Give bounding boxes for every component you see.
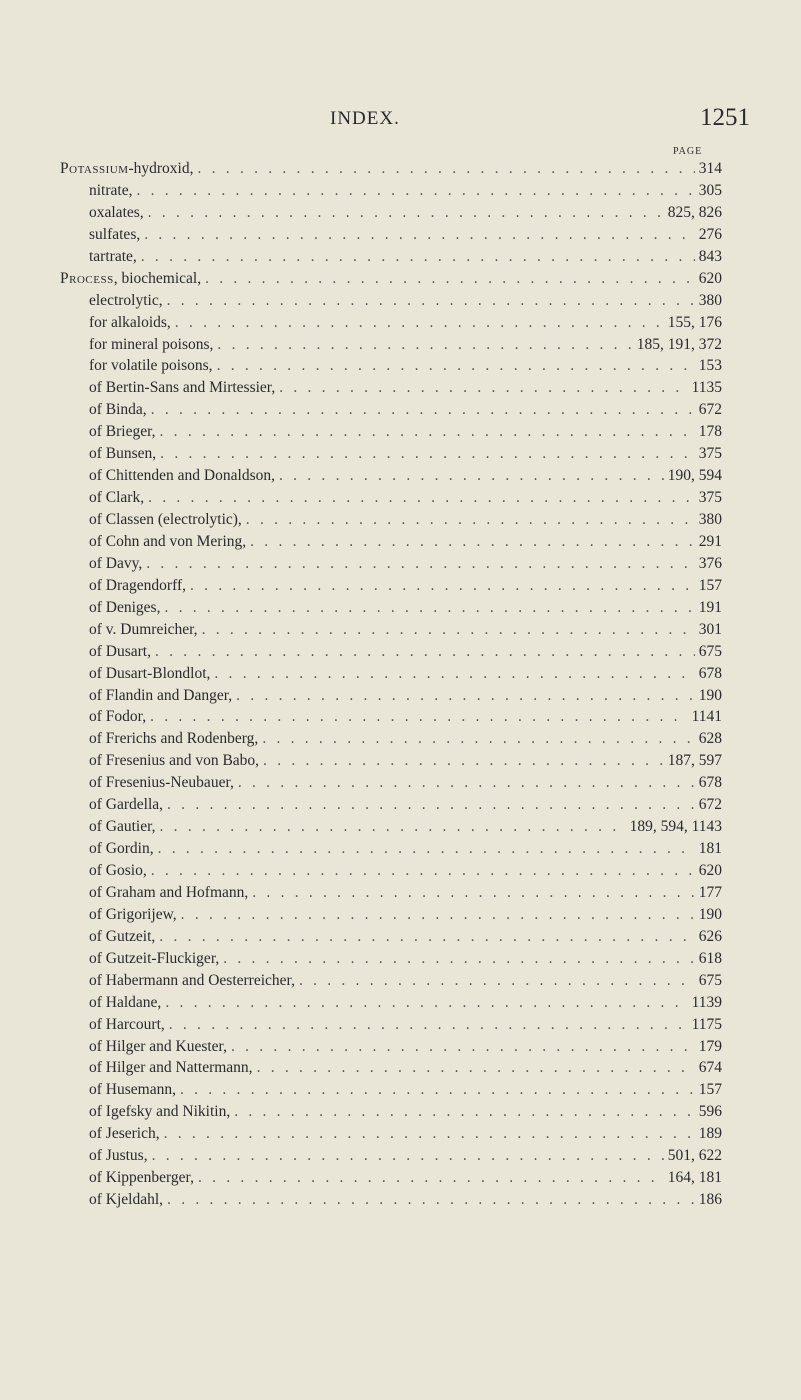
entry-label — [89, 489, 144, 507]
entry-pages: 501, 622 — [667, 1147, 722, 1165]
entry-label — [89, 226, 140, 244]
dot-leader — [160, 445, 695, 463]
entry-label — [89, 643, 151, 661]
entry-pages: 675 — [698, 642, 722, 660]
entry-text: of Justus, — [89, 1147, 148, 1165]
entry-text: of Bunsen, — [89, 445, 157, 463]
entry-label — [89, 840, 154, 858]
dot-leader — [150, 708, 687, 726]
running-title: INDEX. — [330, 108, 400, 129]
entry-text: of Harcourt, — [89, 1015, 165, 1033]
index-entry — [60, 182, 722, 204]
entry-label — [89, 248, 137, 266]
entry-text: of Haldane, — [89, 993, 162, 1011]
entry-text: of Bertin-Sans and Mirtessier, — [89, 379, 276, 397]
entry-text: of v. Dumreicher, — [89, 620, 198, 638]
entry-label — [89, 204, 144, 222]
index-entry — [60, 1016, 722, 1038]
entry-text: , biochemical, — [113, 269, 202, 287]
entry-label — [89, 818, 156, 836]
entry-text: of Fresenius-Neubauer, — [89, 774, 234, 792]
entry-label — [89, 1125, 160, 1143]
entry-text: of Chittenden and Donaldson, — [89, 467, 275, 485]
dot-leader — [160, 423, 695, 441]
entry-text: of Igefsky and Nikitin, — [89, 1103, 231, 1121]
dot-leader — [144, 226, 695, 244]
dot-leader — [236, 687, 695, 705]
entry-pages: 672 — [698, 401, 722, 419]
entry-pages: 157 — [698, 576, 722, 594]
entry-pages: 628 — [698, 730, 722, 748]
dot-leader — [158, 840, 695, 858]
dot-leader — [167, 292, 695, 310]
entry-pages: 191 — [698, 598, 722, 616]
index-entry — [60, 687, 722, 709]
dot-leader — [136, 182, 694, 200]
dot-leader — [146, 555, 695, 573]
entry-pages: 596 — [698, 1103, 722, 1121]
entry-text: of Gutzeit-Fluckiger, — [89, 949, 220, 967]
index-entry — [60, 599, 722, 621]
dot-leader — [257, 1059, 695, 1077]
index-entry — [60, 467, 722, 489]
entry-label — [89, 665, 210, 683]
dot-leader — [152, 1147, 664, 1165]
entry-label — [60, 270, 201, 288]
entry-text: of Brieger, — [89, 423, 156, 441]
entry-pages: 1175 — [691, 1015, 722, 1033]
entry-label — [89, 994, 161, 1012]
entry-text: of Binda, — [89, 401, 147, 419]
index-entry — [60, 1191, 722, 1213]
entry-pages: 1135 — [691, 379, 722, 397]
entry-pages: 177 — [698, 883, 722, 901]
dot-leader — [252, 884, 694, 902]
entry-pages: 190 — [698, 686, 722, 704]
index-entry — [60, 226, 722, 248]
entry-pages: 189 — [698, 1125, 722, 1143]
dot-leader — [167, 796, 695, 814]
entry-pages: 190 — [698, 905, 722, 923]
index-entry — [60, 884, 722, 906]
entry-text: for alkaloids, — [89, 313, 171, 331]
entry-label — [89, 445, 156, 463]
entry-label — [89, 796, 163, 814]
dot-leader — [159, 928, 694, 946]
entry-pages: 305 — [698, 181, 722, 199]
entry-text: of Hilger and Kuester, — [89, 1037, 227, 1055]
dot-leader — [250, 533, 695, 551]
entry-pages: 301 — [698, 620, 722, 638]
index-entry — [60, 1059, 722, 1081]
entry-label — [89, 884, 248, 902]
index-entry — [60, 1103, 722, 1125]
entry-text: of Dusart-Blondlot, — [89, 664, 211, 682]
entry-pages: 178 — [698, 423, 722, 441]
entry-text: of Graham and Hofmann, — [89, 883, 249, 901]
entry-label — [89, 1147, 148, 1165]
entry-label — [89, 1191, 163, 1209]
index-entry — [60, 270, 722, 292]
dot-leader — [205, 270, 695, 288]
index-entry — [60, 1147, 722, 1169]
index-entry — [60, 1169, 722, 1191]
entry-label — [89, 752, 259, 770]
entry-text: of Jeserich, — [89, 1125, 160, 1143]
entry-text: of Flandin and Danger, — [89, 686, 233, 704]
entry-label — [89, 972, 295, 990]
entry-text: of Gosio, — [89, 862, 147, 879]
index-entry — [60, 204, 722, 226]
index-entry — [60, 577, 722, 599]
entry-label — [89, 336, 213, 354]
entry-heading-word: Process — [60, 269, 114, 287]
index-entry — [60, 357, 722, 379]
entry-label — [89, 1038, 227, 1056]
entry-label — [89, 533, 246, 551]
entry-text: tartrate, — [89, 247, 137, 265]
entry-pages: 380 — [698, 511, 722, 528]
index-entry — [60, 928, 722, 950]
entry-label — [89, 950, 219, 968]
dot-leader — [202, 621, 695, 639]
entry-pages: 843 — [698, 247, 722, 265]
dot-leader — [238, 774, 695, 792]
entry-pages: 155, 176 — [667, 313, 722, 331]
index-entry — [60, 643, 722, 665]
entry-text: oxalates, — [89, 203, 144, 221]
dot-leader — [148, 489, 695, 507]
entry-label — [89, 401, 147, 419]
entry-pages: 825, 826 — [667, 203, 722, 221]
entry-label — [89, 1059, 253, 1077]
index-entry — [60, 708, 722, 730]
entry-pages: 1139 — [691, 993, 722, 1011]
entry-text: of Kippenberger, — [89, 1169, 194, 1187]
dot-leader — [279, 467, 664, 485]
entry-pages: 678 — [698, 774, 722, 792]
entry-pages: 187, 597 — [667, 752, 722, 770]
entry-text: of Gordin, — [89, 840, 154, 858]
dot-leader — [234, 1103, 695, 1121]
entry-text: of Grigorijew, — [89, 905, 177, 923]
entry-text: for mineral poisons, — [89, 335, 214, 353]
index-entry — [60, 1081, 722, 1103]
dot-leader — [262, 730, 694, 748]
dot-leader — [263, 752, 664, 770]
entry-pages: 190, 594 — [667, 467, 722, 485]
dot-leader — [167, 1191, 695, 1209]
entry-pages: 620 — [698, 862, 722, 879]
index-entry — [60, 950, 722, 972]
entry-label — [89, 1169, 194, 1187]
entry-label — [89, 621, 198, 639]
entry-pages: 674 — [698, 1059, 722, 1077]
entry-pages: 291 — [698, 532, 722, 550]
index-entries — [60, 160, 722, 1213]
entry-label — [89, 928, 155, 946]
index-entry — [60, 774, 722, 796]
entry-pages: 618 — [698, 949, 722, 967]
entry-label — [89, 357, 213, 375]
entry-label — [89, 1103, 230, 1121]
entry-text: -hydroxid, — [128, 160, 194, 177]
entry-pages: 153 — [698, 357, 722, 375]
entry-pages: 380 — [698, 291, 722, 309]
entry-label — [60, 160, 194, 178]
index-entry — [60, 445, 722, 467]
dot-leader — [299, 972, 695, 990]
entry-pages: 620 — [698, 269, 722, 287]
entry-text: of Fresenius and von Babo, — [89, 752, 260, 770]
entry-label — [89, 182, 132, 200]
index-entry — [60, 818, 722, 840]
entry-text: of Habermann and Oesterreicher, — [89, 971, 295, 989]
index-entry — [60, 972, 722, 994]
entry-text: of Dragendorff, — [89, 576, 186, 594]
index-entry — [60, 730, 722, 752]
dot-leader — [246, 511, 695, 529]
entry-label — [89, 1016, 165, 1034]
entry-pages: 314 — [698, 160, 722, 177]
index-entry — [60, 555, 722, 577]
entry-text: sulfates, — [89, 225, 141, 243]
entry-text: of Dusart, — [89, 642, 151, 660]
entry-pages: 181 — [698, 840, 722, 858]
entry-pages: 672 — [698, 796, 722, 814]
entry-label — [89, 511, 242, 529]
index-entry — [60, 906, 722, 928]
index-entry — [60, 336, 722, 358]
dot-leader — [217, 357, 695, 375]
dot-leader — [175, 314, 664, 332]
entry-text: of Classen (electrolytic), — [89, 511, 242, 528]
entry-label — [89, 599, 160, 617]
entry-pages: 276 — [698, 225, 722, 243]
index-entry — [60, 489, 722, 511]
index-entry — [60, 621, 722, 643]
entry-text: of Clark, — [89, 489, 145, 507]
entry-text: of Davy, — [89, 554, 143, 572]
entry-pages: 185, 191, 372 — [636, 335, 722, 353]
index-entry — [60, 379, 722, 401]
dot-leader — [164, 599, 694, 617]
entry-text: for volatile poisons, — [89, 357, 213, 375]
entry-pages: 375 — [698, 489, 722, 507]
index-entry — [60, 292, 722, 314]
dot-leader — [169, 1016, 688, 1034]
entry-text: of Gutzeit, — [89, 927, 156, 945]
dot-leader — [180, 1081, 695, 1099]
dot-leader — [164, 1125, 695, 1143]
entry-label — [89, 774, 234, 792]
entry-text: of Fodor, — [89, 708, 147, 726]
entry-pages: 675 — [698, 971, 722, 989]
entry-label — [89, 708, 146, 726]
dot-leader — [198, 1169, 664, 1187]
entry-label — [89, 730, 258, 748]
entry-pages: 189, 594, 1143 — [629, 818, 722, 836]
entry-pages: 376 — [698, 554, 722, 572]
entry-pages: 179 — [698, 1037, 722, 1055]
index-entry — [60, 862, 722, 884]
entry-label — [89, 687, 232, 705]
dot-leader — [160, 818, 626, 836]
entry-pages: 626 — [698, 927, 722, 945]
index-entry — [60, 511, 722, 533]
entry-pages: 164, 181 — [667, 1169, 722, 1187]
index-entry — [60, 840, 722, 862]
entry-text: of Husemann, — [89, 1081, 176, 1099]
dot-leader — [148, 204, 664, 222]
dot-leader — [279, 379, 687, 397]
entry-text: of Deniges, — [89, 598, 161, 616]
index-entry — [60, 752, 722, 774]
index-entry — [60, 401, 722, 423]
entry-text: of Gautier, — [89, 818, 156, 836]
entry-label — [89, 379, 275, 397]
entry-text: of Kjeldahl, — [89, 1191, 164, 1209]
entry-label — [89, 292, 163, 310]
entry-pages: 157 — [698, 1081, 722, 1099]
page-column-heading: PAGE — [673, 146, 703, 157]
entry-text: electrolytic, — [89, 291, 163, 309]
entry-label — [89, 577, 186, 595]
dot-leader — [190, 577, 695, 595]
entry-label — [89, 314, 171, 332]
dot-leader — [155, 643, 695, 661]
dot-leader — [151, 862, 695, 880]
index-entry — [60, 160, 722, 182]
entry-heading-word: Potassium — [60, 160, 129, 177]
entry-label — [89, 467, 275, 485]
entry-text: of Frerichs and Rodenberg, — [89, 730, 259, 748]
dot-leader — [231, 1038, 695, 1056]
index-entry — [60, 665, 722, 687]
dot-leader — [165, 994, 687, 1012]
dot-leader — [217, 336, 632, 354]
page-header — [0, 104, 801, 134]
index-entry — [60, 994, 722, 1016]
dot-leader — [151, 401, 695, 419]
entry-pages: 1141 — [691, 708, 722, 726]
entry-text: nitrate, — [89, 181, 133, 199]
entry-text: of Gardella, — [89, 796, 164, 814]
index-entry — [60, 314, 722, 336]
index-entry — [60, 1038, 722, 1060]
entry-label — [89, 423, 156, 441]
dot-leader — [141, 248, 695, 266]
index-entry — [60, 248, 722, 270]
entry-text: of Hilger and Nattermann, — [89, 1059, 253, 1077]
entry-pages: 678 — [698, 664, 722, 682]
entry-pages: 186 — [698, 1191, 722, 1209]
dot-leader — [223, 950, 695, 968]
entry-label — [89, 555, 142, 573]
index-entry — [60, 796, 722, 818]
index-entry — [60, 423, 722, 445]
dot-leader — [198, 160, 695, 178]
entry-label — [89, 1081, 176, 1099]
entry-label — [89, 862, 147, 880]
entry-pages: 375 — [698, 445, 722, 463]
entry-label — [89, 906, 177, 924]
dot-leader — [214, 665, 694, 683]
index-entry — [60, 533, 722, 555]
index-entry — [60, 1125, 722, 1147]
page-number: 1251 — [700, 104, 750, 131]
dot-leader — [181, 906, 695, 924]
entry-text: of Cohn and von Mering, — [89, 532, 247, 550]
